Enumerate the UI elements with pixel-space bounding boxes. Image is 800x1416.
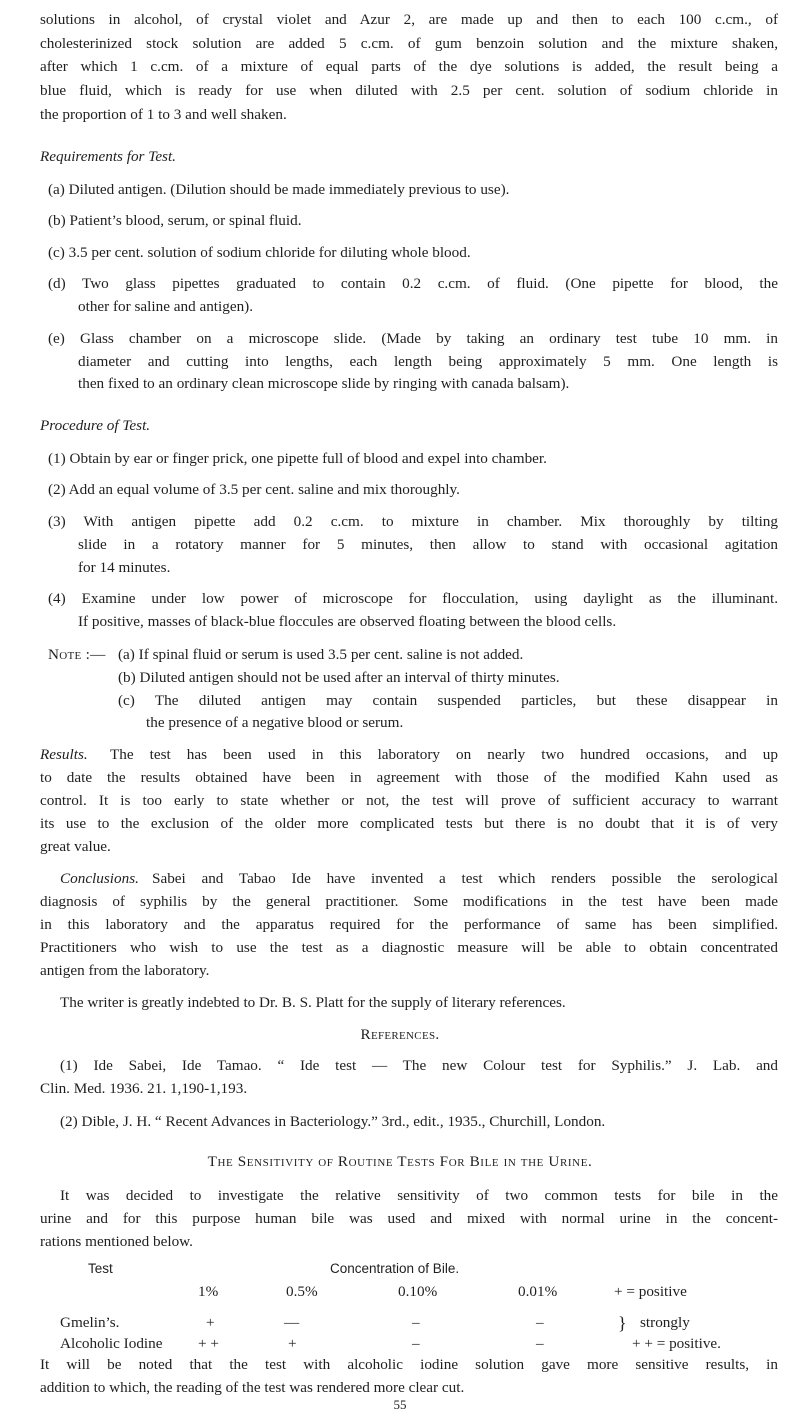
note-item: (b) Diluted antigen should not be used after an interval of thirty minutes. — [118, 669, 560, 686]
column-header: 1% — [198, 1283, 219, 1300]
text-line: after which 1 c.cm. of a mixture of equal parts of the dye solutions is added, the result being a — [40, 58, 778, 75]
note-item-continuation: the presence of a negative blood or serum. — [146, 714, 404, 731]
list-item: (2) Add an equal volume of 3.5 per cent. saline and mix thoroughly. — [48, 481, 460, 498]
table-cell: + + — [198, 1335, 219, 1352]
legend-strongly-positive: + + = positive. — [632, 1335, 721, 1352]
section-title: The Sensitivity of Routine Tests For Bile in the Urine. — [207, 1153, 593, 1170]
reference-item: (2) Dible, J. H. “ Recent Advances in Bacteriology.” 3rd., edit., 1935., Churchill, London. — [60, 1113, 606, 1130]
text-line: its use to the exclusion of the older more complicated tests but there is no doubt that it is of very — [40, 815, 778, 832]
text-line: solutions in alcohol, of crystal violet and Azur 2, are made up and then to each 100 c.cm., of — [40, 11, 778, 28]
table-cell: – — [536, 1335, 544, 1352]
list-item: (b) Patient’s blood, serum, or spinal fluid. — [48, 212, 302, 229]
table-cell: + — [288, 1335, 297, 1352]
note-item: (a) If spinal fluid or serum is used 3.5 per cent. saline is not added. — [118, 646, 524, 663]
table-header-test: Test — [88, 1261, 113, 1276]
acknowledgement: The writer is greatly indebted to Dr. B. S. Platt for the supply of literary references. — [60, 994, 566, 1011]
list-item: (1) Obtain by ear or finger prick, one pipette full of blood and expel into chamber. — [48, 450, 547, 467]
text-line: The test has been used in this laboratory on nearly two hundred occasions, and up — [110, 746, 778, 763]
row-label: Alcoholic Iodine — [60, 1335, 163, 1352]
text-line: great value. — [40, 838, 111, 855]
list-item-continuation: If positive, masses of black-blue floccules are observed floating between the blood cells. — [78, 613, 617, 630]
table-cell: — — [284, 1314, 300, 1331]
column-header: 0.5% — [286, 1283, 318, 1300]
list-item-continuation: slide in a rotatory manner for 5 minutes, then allow to stand with occasional agitation — [78, 536, 778, 553]
note-item: (c) The diluted antigen may contain suspended particles, but these disappear in — [118, 692, 778, 709]
text-line: Sabei and Tabao Ide have invented a test which renders possible the serological — [152, 870, 778, 887]
list-item-continuation: diameter and cutting into lengths, each length being approximately 5 mm. One length is — [78, 353, 778, 370]
brace-icon: } — [618, 1313, 627, 1333]
text-line: It will be noted that the test with alcoholic iodine solution gave more sensitive results, in — [40, 1356, 778, 1373]
table-cell: – — [412, 1335, 420, 1352]
section-heading: Conclusions. — [60, 870, 139, 887]
text-line: urine and for this purpose human bile was used and mixed with normal urine in the concent- — [40, 1210, 778, 1227]
text-line: blue fluid, which is ready for use when diluted with 2.5 per cent. solution of sodium chloride in — [40, 82, 778, 99]
list-item: (3) With antigen pipette add 0.2 c.cm. to mixture in chamber. Mix thoroughly by tilting — [48, 513, 778, 530]
list-item: (c) 3.5 per cent. solution of sodium chloride for diluting whole blood. — [48, 244, 471, 261]
text-line: It was decided to investigate the relative sensitivity of two common tests for bile in the — [60, 1187, 778, 1204]
text-line: the proportion of 1 to 3 and well shaken. — [40, 106, 287, 123]
list-item: (a) Diluted antigen. (Dilution should be made immediately previous to use). — [48, 181, 510, 198]
list-item: (4) Examine under low power of microscope for flocculation, using daylight as the illuminant. — [48, 590, 778, 607]
column-header: 0.01% — [518, 1283, 558, 1300]
list-item: (e) Glass chamber on a microscope slide. (Made by taking an ordinary test tube 10 mm. in — [48, 330, 778, 347]
section-heading: Procedure of Test. — [40, 417, 151, 434]
references-heading: References. — [360, 1026, 440, 1043]
text-line: in this laboratory and the apparatus required for the performance of same has been simplified. — [40, 916, 778, 933]
legend-positive: + = positive — [614, 1283, 687, 1300]
list-item-continuation: other for saline and antigen). — [78, 298, 254, 315]
text-line: cholesterinized stock solution are added 5 c.cm. of gum benzoin solution and the mixture shaken, — [40, 35, 778, 52]
reference-item: (1) Ide Sabei, Ide Tamao. “ Ide test — The new Colour test for Syphilis.” J. Lab. and — [60, 1057, 778, 1074]
note-label: Note :— — [48, 646, 106, 663]
table-cell: – — [412, 1314, 420, 1331]
section-heading: Requirements for Test. — [40, 148, 176, 165]
text-line: rations mentioned below. — [40, 1233, 193, 1250]
text-line: diagnosis of syphilis by the general practitioner. Some modifications in the test have been made — [40, 893, 778, 910]
text-line: addition to which, the reading of the test was rendered more clear cut. — [40, 1379, 465, 1396]
page-number: 55 — [393, 1397, 407, 1412]
legend-strongly: strongly — [640, 1314, 690, 1331]
text-line: control. It is too early to state whether or not, the test will prove of sufficient accuracy to warrant — [40, 792, 778, 809]
section-heading: Results. — [40, 746, 88, 763]
text-line: antigen from the laboratory. — [40, 962, 210, 979]
text-line: to date the results obtained have been in agreement with those of the modified Kahn used as — [40, 769, 778, 786]
list-item-continuation: then fixed to an ordinary clean microscope slide by ringing with canada balsam). — [78, 375, 570, 392]
list-item-continuation: for 14 minutes. — [78, 559, 171, 576]
row-label: Gmelin’s. — [60, 1314, 120, 1331]
table-cell: – — [536, 1314, 544, 1331]
table-cell: + — [206, 1314, 215, 1331]
list-item: (d) Two glass pipettes graduated to contain 0.2 c.cm. of fluid. (One pipette for blood, the — [48, 275, 778, 292]
column-header: 0.10% — [398, 1283, 438, 1300]
table-header-concentration: Concentration of Bile. — [330, 1261, 460, 1276]
text-line: Practitioners who wish to use the test as a diagnostic measure will be able to obtain concentrated — [40, 939, 778, 956]
reference-item-continuation: Clin. Med. 1936. 21. 1,190-1,193. — [40, 1080, 248, 1097]
